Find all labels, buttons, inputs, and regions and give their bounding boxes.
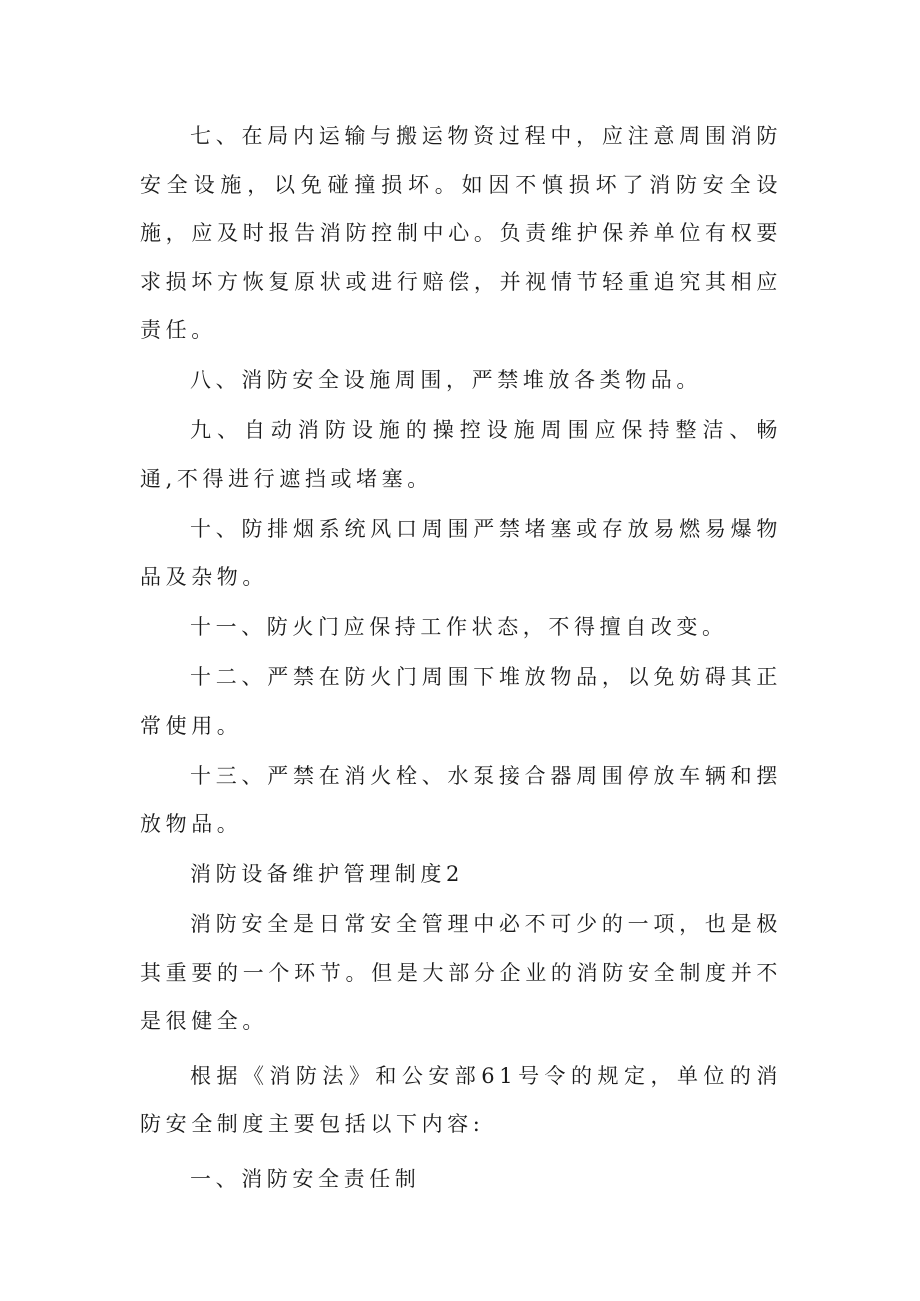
paragraph-item-11: 十一、防火门应保持工作状态，不得擅自改变。 bbox=[190, 615, 728, 639]
document-body bbox=[140, 112, 782, 1205]
paragraph-item-9: 九、自动消防设施的操控设施周围应保持整洁、畅通,不得进行遮挡或堵塞。 bbox=[140, 418, 782, 491]
paragraph-item-13: 十三、严禁在消火栓、水泵接合器周围停放车辆和摆放物品。 bbox=[140, 763, 782, 836]
paragraph-intro: 消防安全是日常安全管理中必不可少的一项，也是极其重要的一个环节。但是大部分企业的消防安全制度并不是很健全。 bbox=[140, 912, 782, 1033]
paragraph-item-10: 十、防排烟系统风口周围严禁堵塞或存放易燃易爆物品及杂物。 bbox=[140, 516, 782, 589]
paragraph-item-8: 八、消防安全设施周围，严禁堆放各类物品。 bbox=[190, 368, 702, 392]
paragraph-item-12: 十二、严禁在防火门周围下堆放物品，以免妨碍其正常使用。 bbox=[140, 665, 782, 738]
paragraph-item-1: 一、消防安全责任制 bbox=[190, 1166, 421, 1191]
section-heading: 消防设备维护管理制度2 bbox=[190, 862, 464, 886]
paragraph-legal-basis: 根据《消防法》和公安部61号令的规定，单位的消防安全制度主要包括以下内容: bbox=[140, 1063, 782, 1136]
paragraph-item-7: 七、在局内运输与搬运物资过程中，应注意周围消防安全设施，以免碰撞损坏。如因不慎损坏了消防安全设施，应及时报告消防控制中心。负责维护保养单位有权要求损坏方恢复原状或进行赔偿，并视情节轻重追究其相应责任。 bbox=[140, 124, 782, 342]
